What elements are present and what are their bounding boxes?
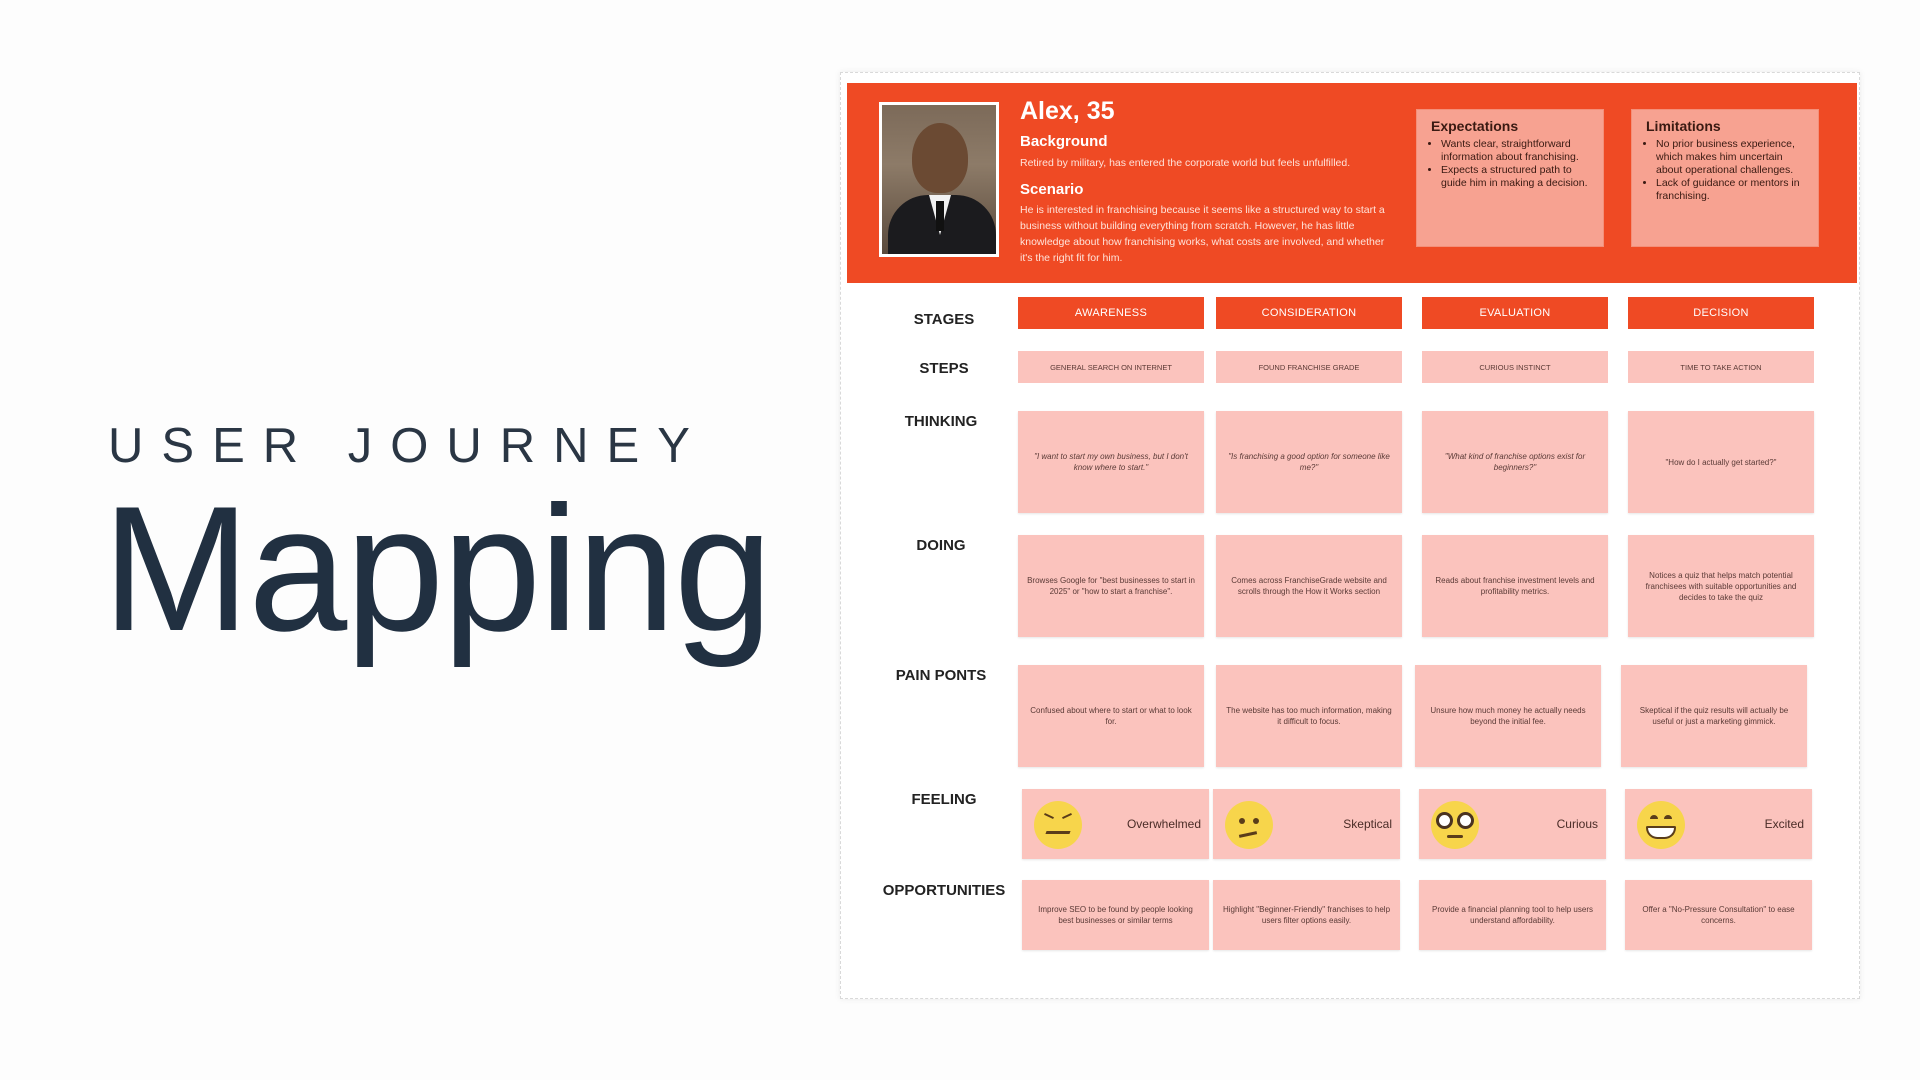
expectations-title: Expectations [1431, 118, 1519, 134]
background-label: Background [1020, 133, 1108, 150]
hero-title: Mapping [102, 469, 771, 668]
doing-card: Comes across FranchiseGrade website and scrolls through the How it Works section [1216, 535, 1402, 637]
step-card: CURIOUS INSTINCT [1422, 351, 1608, 383]
journey-map-board [840, 72, 1860, 999]
row-label-doing: DOING [916, 537, 966, 554]
row-label-thinking: THINKING [904, 413, 978, 430]
row-label-steps: STEPS [919, 360, 969, 377]
feeling-card [1419, 789, 1606, 859]
stage-evaluation: EVALUATION [1422, 297, 1608, 329]
nerd-face-icon [1431, 801, 1479, 849]
step-card: GENERAL SEARCH ON INTERNET [1018, 351, 1204, 383]
persona-photo [879, 102, 999, 257]
feeling-card [1213, 789, 1400, 859]
doing-card: Reads about franchise investment levels and profitability metrics. [1422, 535, 1608, 637]
overwhelmed-face-icon [1034, 801, 1082, 849]
feeling-label: Curious [1556, 817, 1598, 831]
feeling-label: Excited [1764, 817, 1804, 831]
step-card: FOUND FRANCHISE GRADE [1216, 351, 1402, 383]
persona-header [847, 83, 1857, 283]
opportunity-card: Offer a "No-Pressure Consultation" to ease concerns. [1625, 880, 1812, 950]
limitation-item: • Lack of guidance or mentors in franchising. [1656, 177, 1804, 203]
stage-consideration: CONSIDERATION [1216, 297, 1402, 329]
thinking-card: "I want to start my own business, but I don't know where to start." [1018, 411, 1204, 513]
pain-point-card: Unsure how much money he actually needs beyond the initial fee. [1415, 665, 1601, 767]
limitation-item: • No prior business experience, which makes him uncertain about operational challenges. [1656, 138, 1804, 177]
feeling-label: Overwhelmed [1126, 817, 1201, 831]
hero-subtitle: USER JOURNEY [108, 419, 708, 473]
doing-card: Notices a quiz that helps match potential franchisees with suitable opportunities and decides to take the quiz [1628, 535, 1814, 637]
persona-name: Alex, 35 [1020, 97, 1115, 125]
feeling-label: Skeptical [1343, 817, 1392, 831]
feeling-card [1022, 789, 1209, 859]
thinking-card: "What kind of franchise options exist for beginners?" [1422, 411, 1608, 513]
opportunity-card: Provide a financial planning tool to help users understand affordability. [1419, 880, 1606, 950]
pain-point-card: Skeptical if the quiz results will actually be useful or just a marketing gimmick. [1621, 665, 1807, 767]
stage-awareness: AWARENESS [1018, 297, 1204, 329]
pain-point-card: Confused about where to start or what to look for. [1018, 665, 1204, 767]
background-text: Retired by military, has entered the corporate world but feels unfulfilled. [1020, 157, 1351, 169]
grinning-face-icon [1637, 801, 1685, 849]
doing-card: Browses Google for "best businesses to start in 2025" or "how to start a franchise". [1018, 535, 1204, 637]
pain-point-card: The website has too much information, making it difficult to focus. [1216, 665, 1402, 767]
thinking-card: "How do I actually get started?" [1628, 411, 1814, 513]
limitations-title: Limitations [1646, 118, 1721, 134]
thinking-card: "Is franchising a good option for someone like me?" [1216, 411, 1402, 513]
expectation-item: • Expects a structured path to guide him in making a decision. [1441, 164, 1589, 190]
row-label-feeling: FEELING [911, 791, 977, 808]
feeling-card [1625, 789, 1812, 859]
scenario-text: He is interested in franchising because it seems like a structured way to start a business without building everything from scratch. However, he has little knowledge about how franchising works, what costs are involved, and whether it's the right fit for him. [1020, 204, 1385, 264]
expectations-box [1416, 109, 1604, 247]
row-label-opportunities: OPPORTUNITIES [882, 882, 1006, 899]
step-card: TIME TO TAKE ACTION [1628, 351, 1814, 383]
stage-decision: DECISION [1628, 297, 1814, 329]
row-label-pain-points: PAIN PONTS [895, 667, 987, 684]
row-label-stages: STAGES [913, 311, 975, 328]
opportunity-card: Improve SEO to be found by people looking best businesses or similar terms [1022, 880, 1209, 950]
limitations-box [1631, 109, 1819, 247]
scenario-label: Scenario [1020, 181, 1084, 198]
expectation-item: • Wants clear, straightforward information about franchising. [1441, 138, 1589, 164]
skeptical-face-icon [1225, 801, 1273, 849]
opportunity-card: Highlight "Beginner-Friendly" franchises to help users filter options easily. [1213, 880, 1400, 950]
